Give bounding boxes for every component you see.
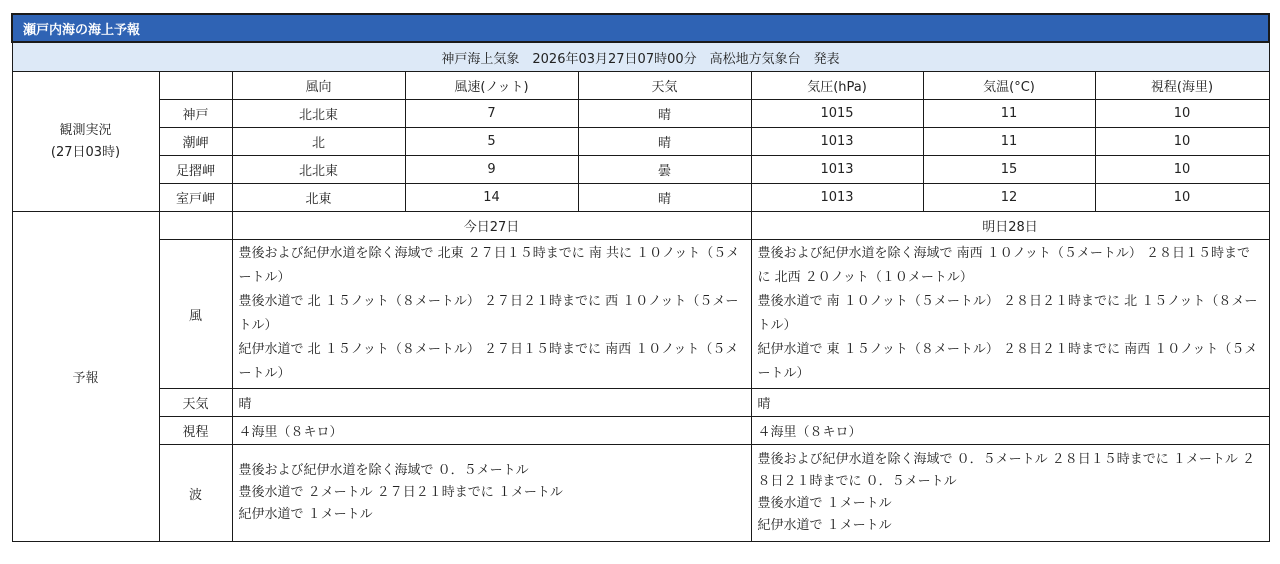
observation-header-blank: [159, 72, 232, 100]
table-cell: 北東: [232, 184, 405, 212]
table-cell: 10: [1095, 156, 1269, 184]
wind-row: [12, 240, 1269, 389]
table-cell: 10: [1095, 184, 1269, 212]
station-name: 室戸岬: [159, 184, 232, 212]
table-cell: 1015: [751, 100, 923, 128]
wind-line: 紀伊水道で 東 １５ノット（８メートル） ２８日２１時までに 南西 １０ノット（５メートル）: [757, 342, 1258, 381]
forecast-day1-header: 今日27日: [232, 212, 751, 240]
table-row: [12, 156, 1269, 184]
table-cell: 曇: [578, 156, 751, 184]
weather-label: 天気: [159, 389, 232, 417]
wave-label: 波: [159, 445, 232, 542]
table-cell: 北北東: [232, 156, 405, 184]
table-cell: 10: [1095, 100, 1269, 128]
visibility-forecast-day2: ４海里（８キロ）: [751, 417, 1269, 445]
table-cell: 11: [923, 100, 1095, 128]
table-cell: 11: [923, 128, 1095, 156]
wind-label: 風: [159, 240, 232, 389]
forecast-header-blank: [159, 212, 232, 240]
observation-label-time: (27日03時): [50, 144, 121, 160]
observation-header-row: [12, 72, 1269, 100]
wave-line: 豊後水道で ２メートル ２７日２１時までに １メートル: [238, 485, 563, 500]
column-header: 気温(°C): [923, 72, 1095, 100]
wave-forecast-day1: [232, 445, 751, 542]
wind-line: 豊後水道で 南 １０ノット（５メートル） ２８日２１時までに 北 １５ノット（８メートル）: [757, 294, 1258, 333]
table-cell: 晴: [578, 100, 751, 128]
table-cell: 北北東: [232, 100, 405, 128]
wave-line: 豊後および紀伊水道を除く海域で ０．５メートル: [238, 463, 529, 478]
station-name: 足摺岬: [159, 156, 232, 184]
forecast-label: 予報: [12, 212, 159, 542]
table-cell: 5: [405, 128, 578, 156]
wave-row: [12, 445, 1269, 542]
forecast-table: [11, 13, 1270, 542]
wave-forecast-day2: [751, 445, 1269, 542]
forecast-day2-header: 明日28日: [751, 212, 1269, 240]
marine-forecast-panel: [11, 13, 1268, 542]
table-row: [12, 184, 1269, 212]
table-cell: 15: [923, 156, 1095, 184]
station-name: 潮岬: [159, 128, 232, 156]
issuer-line: 神戸海上気象 2026年03月27日07時00分 高松地方気象台 発表: [12, 42, 1269, 72]
wind-line: 豊後水道で 北 １５ノット（８メートル） ２７日２１時までに 西 １０ノット（５メートル）: [238, 294, 739, 333]
wave-line: 紀伊水道で １メートル: [238, 507, 373, 522]
table-cell: 7: [405, 100, 578, 128]
wind-line: 豊後および紀伊水道を除く海域で 北東 ２７日１５時までに 南 共に １０ノット（５メートル）: [238, 246, 740, 285]
weather-row: [12, 389, 1269, 417]
station-name: 神戸: [159, 100, 232, 128]
table-cell: 1013: [751, 156, 923, 184]
wind-line: 紀伊水道で 北 １５ノット（８メートル） ２７日１５時までに 南西 １０ノット（５メートル）: [238, 342, 739, 381]
weather-forecast-day2: 晴: [751, 389, 1269, 417]
table-cell: 14: [405, 184, 578, 212]
visibility-label: 視程: [159, 417, 232, 445]
table-row: [12, 100, 1269, 128]
wind-line: 豊後および紀伊水道を除く海域で 南西 １０ノット（５メートル） ２８日１５時までに 北西 ２０ノット（１０メートル）: [757, 246, 1250, 285]
column-header: 気圧(hPa): [751, 72, 923, 100]
table-cell: 晴: [578, 128, 751, 156]
page-title: 瀬戸内海の海上予報: [12, 14, 1269, 42]
weather-forecast-day1: 晴: [232, 389, 751, 417]
table-cell: 1013: [751, 184, 923, 212]
wave-line: 紀伊水道で １メートル: [757, 518, 892, 533]
column-header: 風速(ノット): [405, 72, 578, 100]
table-cell: 12: [923, 184, 1095, 212]
observation-label-title: 観測実況: [59, 122, 112, 138]
wave-line: 豊後および紀伊水道を除く海域で ０．５メートル ２８日１５時までに １メートル ２８日２１時までに ０．５メートル: [757, 452, 1256, 489]
table-cell: 北: [232, 128, 405, 156]
column-header: 視程(海里): [1095, 72, 1269, 100]
visibility-row: [12, 417, 1269, 445]
table-cell: 9: [405, 156, 578, 184]
wind-forecast-day2: [751, 240, 1269, 389]
observation-label: [12, 72, 159, 212]
visibility-forecast-day1: ４海里（８キロ）: [232, 417, 751, 445]
wave-line: 豊後水道で １メートル: [757, 496, 892, 511]
forecast-day-row: [12, 212, 1269, 240]
wind-forecast-day1: [232, 240, 751, 389]
column-header: 天気: [578, 72, 751, 100]
table-cell: 晴: [578, 184, 751, 212]
table-cell: 1013: [751, 128, 923, 156]
table-cell: 10: [1095, 128, 1269, 156]
table-row: [12, 128, 1269, 156]
column-header: 風向: [232, 72, 405, 100]
